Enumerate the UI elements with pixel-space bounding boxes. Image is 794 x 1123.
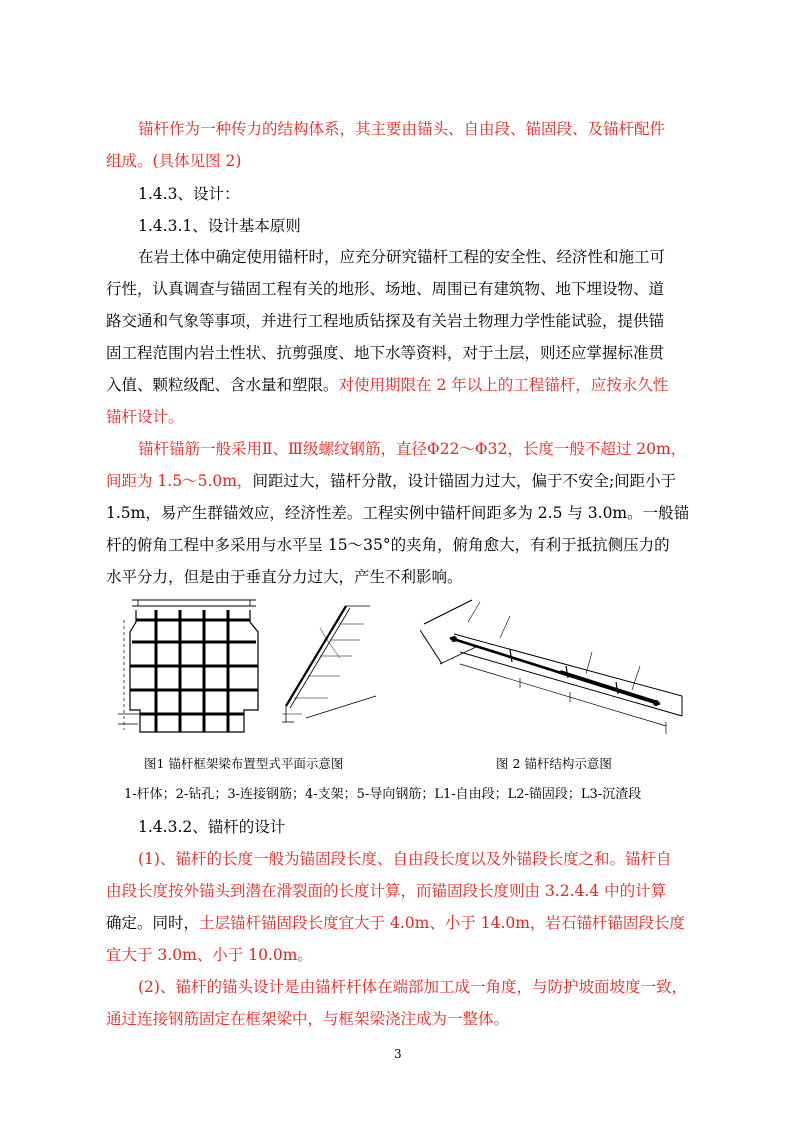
p2-line2: 行性，认真调查与锚固工程有关的地形、场地、周围已有建筑物、地下埋设物、道 <box>106 280 665 298</box>
p4-line3-black: 确定。同时， <box>106 914 200 932</box>
p3-line5: 水平分力，但是由于垂直分力过大，产生不利影响。 <box>106 568 463 586</box>
p2-line5 <box>106 375 668 395</box>
figure-legend: 1-杆体；2-钻孔；3-连接钢筋；4-支架；5-导向钢筋；L1-自由段；L2-锚固段；L3-沉渣段 <box>124 787 642 802</box>
p2-line4: 固工程范围内岩土性状、抗剪强度、地下水等资料，对于土层，则还应掌握标准贯 <box>106 344 665 362</box>
figure-1-caption: 图1 锚杆框架梁布置型式平面示意图 <box>144 756 344 771</box>
p1-line1: 锚杆作为一种传力的结构体系，其主要由锚头、自由段、锚固段、及锚杆配件 <box>138 120 666 138</box>
p4-line2: 由段长度按外锚头到潜在滑裂面的长度计算，而锚固段长度则由 3.2.4.4 中的计算 <box>106 882 667 900</box>
figure-2-anchor-structure-diagram <box>420 594 696 744</box>
p4-line3 <box>106 913 685 933</box>
p4-line1: (1)、锚杆的长度一般为锚固段长度、自由段长度以及外锚段长度之和。锚杆自 <box>138 850 672 868</box>
p2-line1: 在岩土体中确定使用锚杆时，应充分研究锚杆工程的安全性、经济性和施工可 <box>138 248 666 266</box>
p5-line1: (2)、锚杆的锚头设计是由锚杆杆体在端部加工成一角度，与防护坡面坡度一致， <box>138 978 687 996</box>
p1-line2: 组成。(具体见图 2) <box>106 152 242 170</box>
p2-line5-black: 入值、颗粒级配、含水量和塑限。 <box>106 376 339 394</box>
heading-1-4-3-1: 1.4.3.1、设计基本原则 <box>138 217 301 235</box>
p3-line3: 1.5m，易产生群锚效应，经济性差。工程实例中锚杆间距多为 2.5 与 3.0m。一般锚 <box>106 504 690 522</box>
p3-line2-black: 间距过大，锚杆分散，设计锚固力过大，偏于不安全;间距小于 <box>252 472 677 490</box>
page-number: 3 <box>394 1047 402 1061</box>
p2-line5-red: 对使用期限在 2 年以上的工程锚杆，应按永久性 <box>338 376 669 394</box>
p3-line2 <box>106 471 676 491</box>
p3-line1: 锚杆锚筋一般采用Ⅱ、Ⅲ级螺纹钢筋，直径Φ22～Φ32，长度一般不超过 20m， <box>138 440 687 458</box>
p5-line2: 通过连接钢筋固定在框架梁中，与框架梁浇注成为一整体。 <box>106 1010 510 1028</box>
heading-1-4-3: 1.4.3、设计： <box>138 185 240 203</box>
p3-line2-red: 间距为 1.5～5.0m， <box>106 472 253 490</box>
p2-line3: 路交通和气象等事项，并进行工程地质钻探及有关岩土物理力学性能试验，提供锚 <box>106 312 665 330</box>
heading-1-4-3-2: 1.4.3.2、锚杆的设计 <box>138 818 286 836</box>
figure-2-caption: 图 2 锚杆结构示意图 <box>496 756 612 771</box>
figure-1-section-diagram <box>280 598 380 728</box>
figure-1-frame-beam-diagram <box>118 592 266 740</box>
p4-line3-red: 土层锚杆锚固段长度宜大于 4.0m、小于 14.0m，岩石锚杆锚固段长度 <box>199 914 685 932</box>
p3-line4: 杆的俯角工程中多采用与水平呈 15～35°的夹角，俯角愈大，有利于抵抗侧压力的 <box>106 536 670 554</box>
p4-line4: 宜大于 3.0m、小于 10.0m。 <box>106 946 313 964</box>
p2-line6: 锚杆设计。 <box>106 408 184 426</box>
